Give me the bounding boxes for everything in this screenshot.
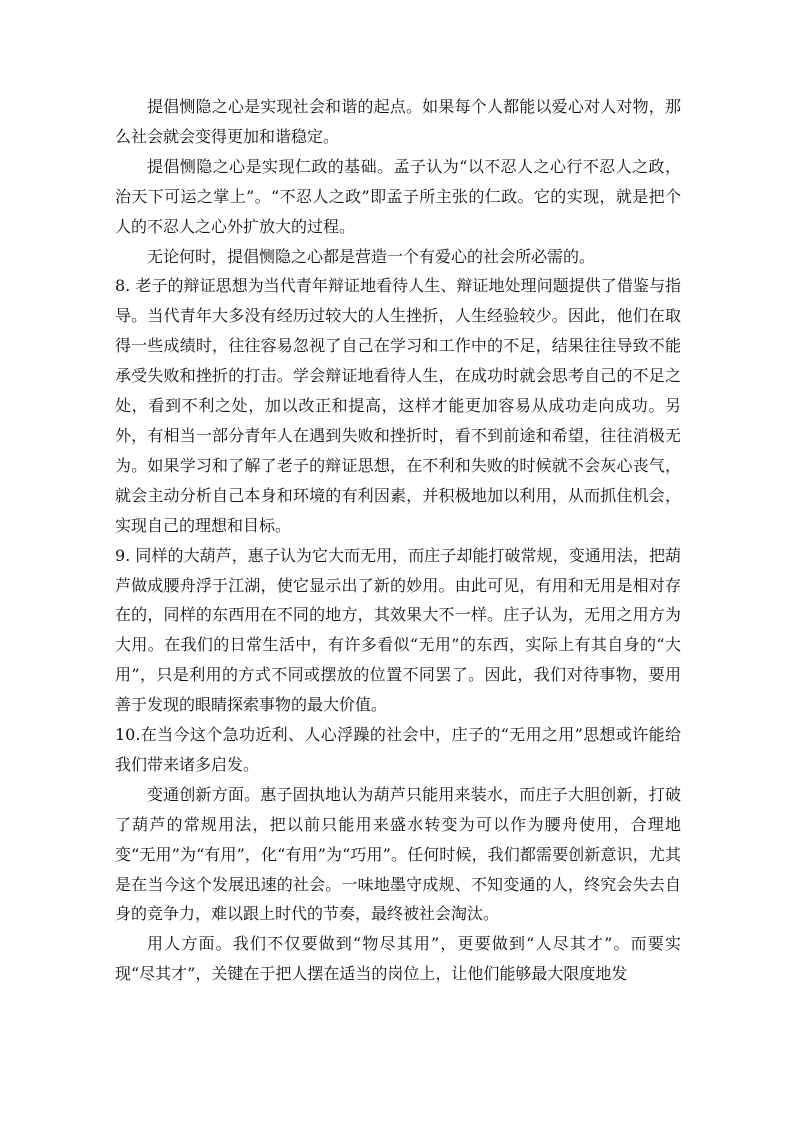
answer-9: 9. 同样的大葫芦，惠子认为它大而无用，而庄子却能打破常规，变通用法，把葫芦做成腰舟浮于江湖，使它显示出了新的妙用。由此可见，有用和无用是相对存在的，同样的东西用在不同的地方，其效果大不一样。庄子认为，无用之用方为大用。在我们的日常生活中，有许多看似“无用”的东西，实际上有其自身的“大用”，只是利用的方式不同或摆放的位置不同罢了。因此，我们对待事物，要用善于发现的眼睛探索事物的最大价值。	[115, 545, 681, 715]
paragraph-compassion-harmony: 提倡恻隐之心是实现社会和谐的起点。如果每个人都能以爱心对人对物，那么社会就会变得更加和谐稳定。	[115, 97, 681, 146]
paragraph-compassion-benevolent-rule: 提倡恻隐之心是实现仁政的基础。孟子认为“以不忍人之心行不忍人之政，治天下可运之掌上”。“不忍人之政”即孟子所主张的仁政。它的实现，就是把个人的不忍人之心外扩放大的过程。	[115, 156, 681, 236]
paragraph-talent-use: 用人方面。我们不仅要做到“物尽其用”，更要做到“人尽其才”。而要实现“尽其才”，关键在于把人摆在适当的岗位上，让他们能够最大限度地发	[115, 934, 681, 984]
answer-10: 10.在当今这个急功近利、人心浮躁的社会中，庄子的“无用之用”思想或许能给我们带来诸多启发。	[115, 725, 681, 774]
answer-8: 8. 老子的辩证思想为当代青年辩证地看待人生、辩证地处理问题提供了借鉴与指导。当代青年大多没有经历过较大的人生挫折，人生经验较少。因此，他们在取得一些成绩时，往往容易忽视了自己在学习和工作中的不足，结果往往导致不能承受失败和挫折的打击。学会辩证地看待人生，在成功时就会思考自己的不足之处，看到不利之处，加以改正和提高，这样才能更加容易从成功走向成功。另外，有相当一部分青年人在遇到失败和挫折时，看不到前途和希望，往往消极无为。如果学习和了解了老子的辩证思想，在不利和失败的时候就不会灰心丧气，就会主动分析自己本身和环境的有利因素，并积极地加以利用，从而抓住机会，实现自己的理想和目标。	[115, 276, 681, 535]
document-body	[115, 92, 681, 989]
paragraph-compassion-conclusion: 无论何时，提倡恻隐之心都是营造一个有爱心的社会所必需的。	[147, 246, 596, 266]
paragraph-innovation: 变通创新方面。惠子固执地认为葫芦只能用来装水，而庄子大胆创新，打破了葫芦的常规用法，把以前只能用来盛水转变为可以作为腰舟使用，合理地变“无用”为“有用”，化“有用”为“巧用”。任何时候，我们都需要创新意识，尤其是在当今这个发展迅速的社会。一味地墨守成规、不知变通的人，终究会失去自身的竞争力，难以跟上时代的节奏，最终被社会淘汰。	[115, 784, 681, 924]
